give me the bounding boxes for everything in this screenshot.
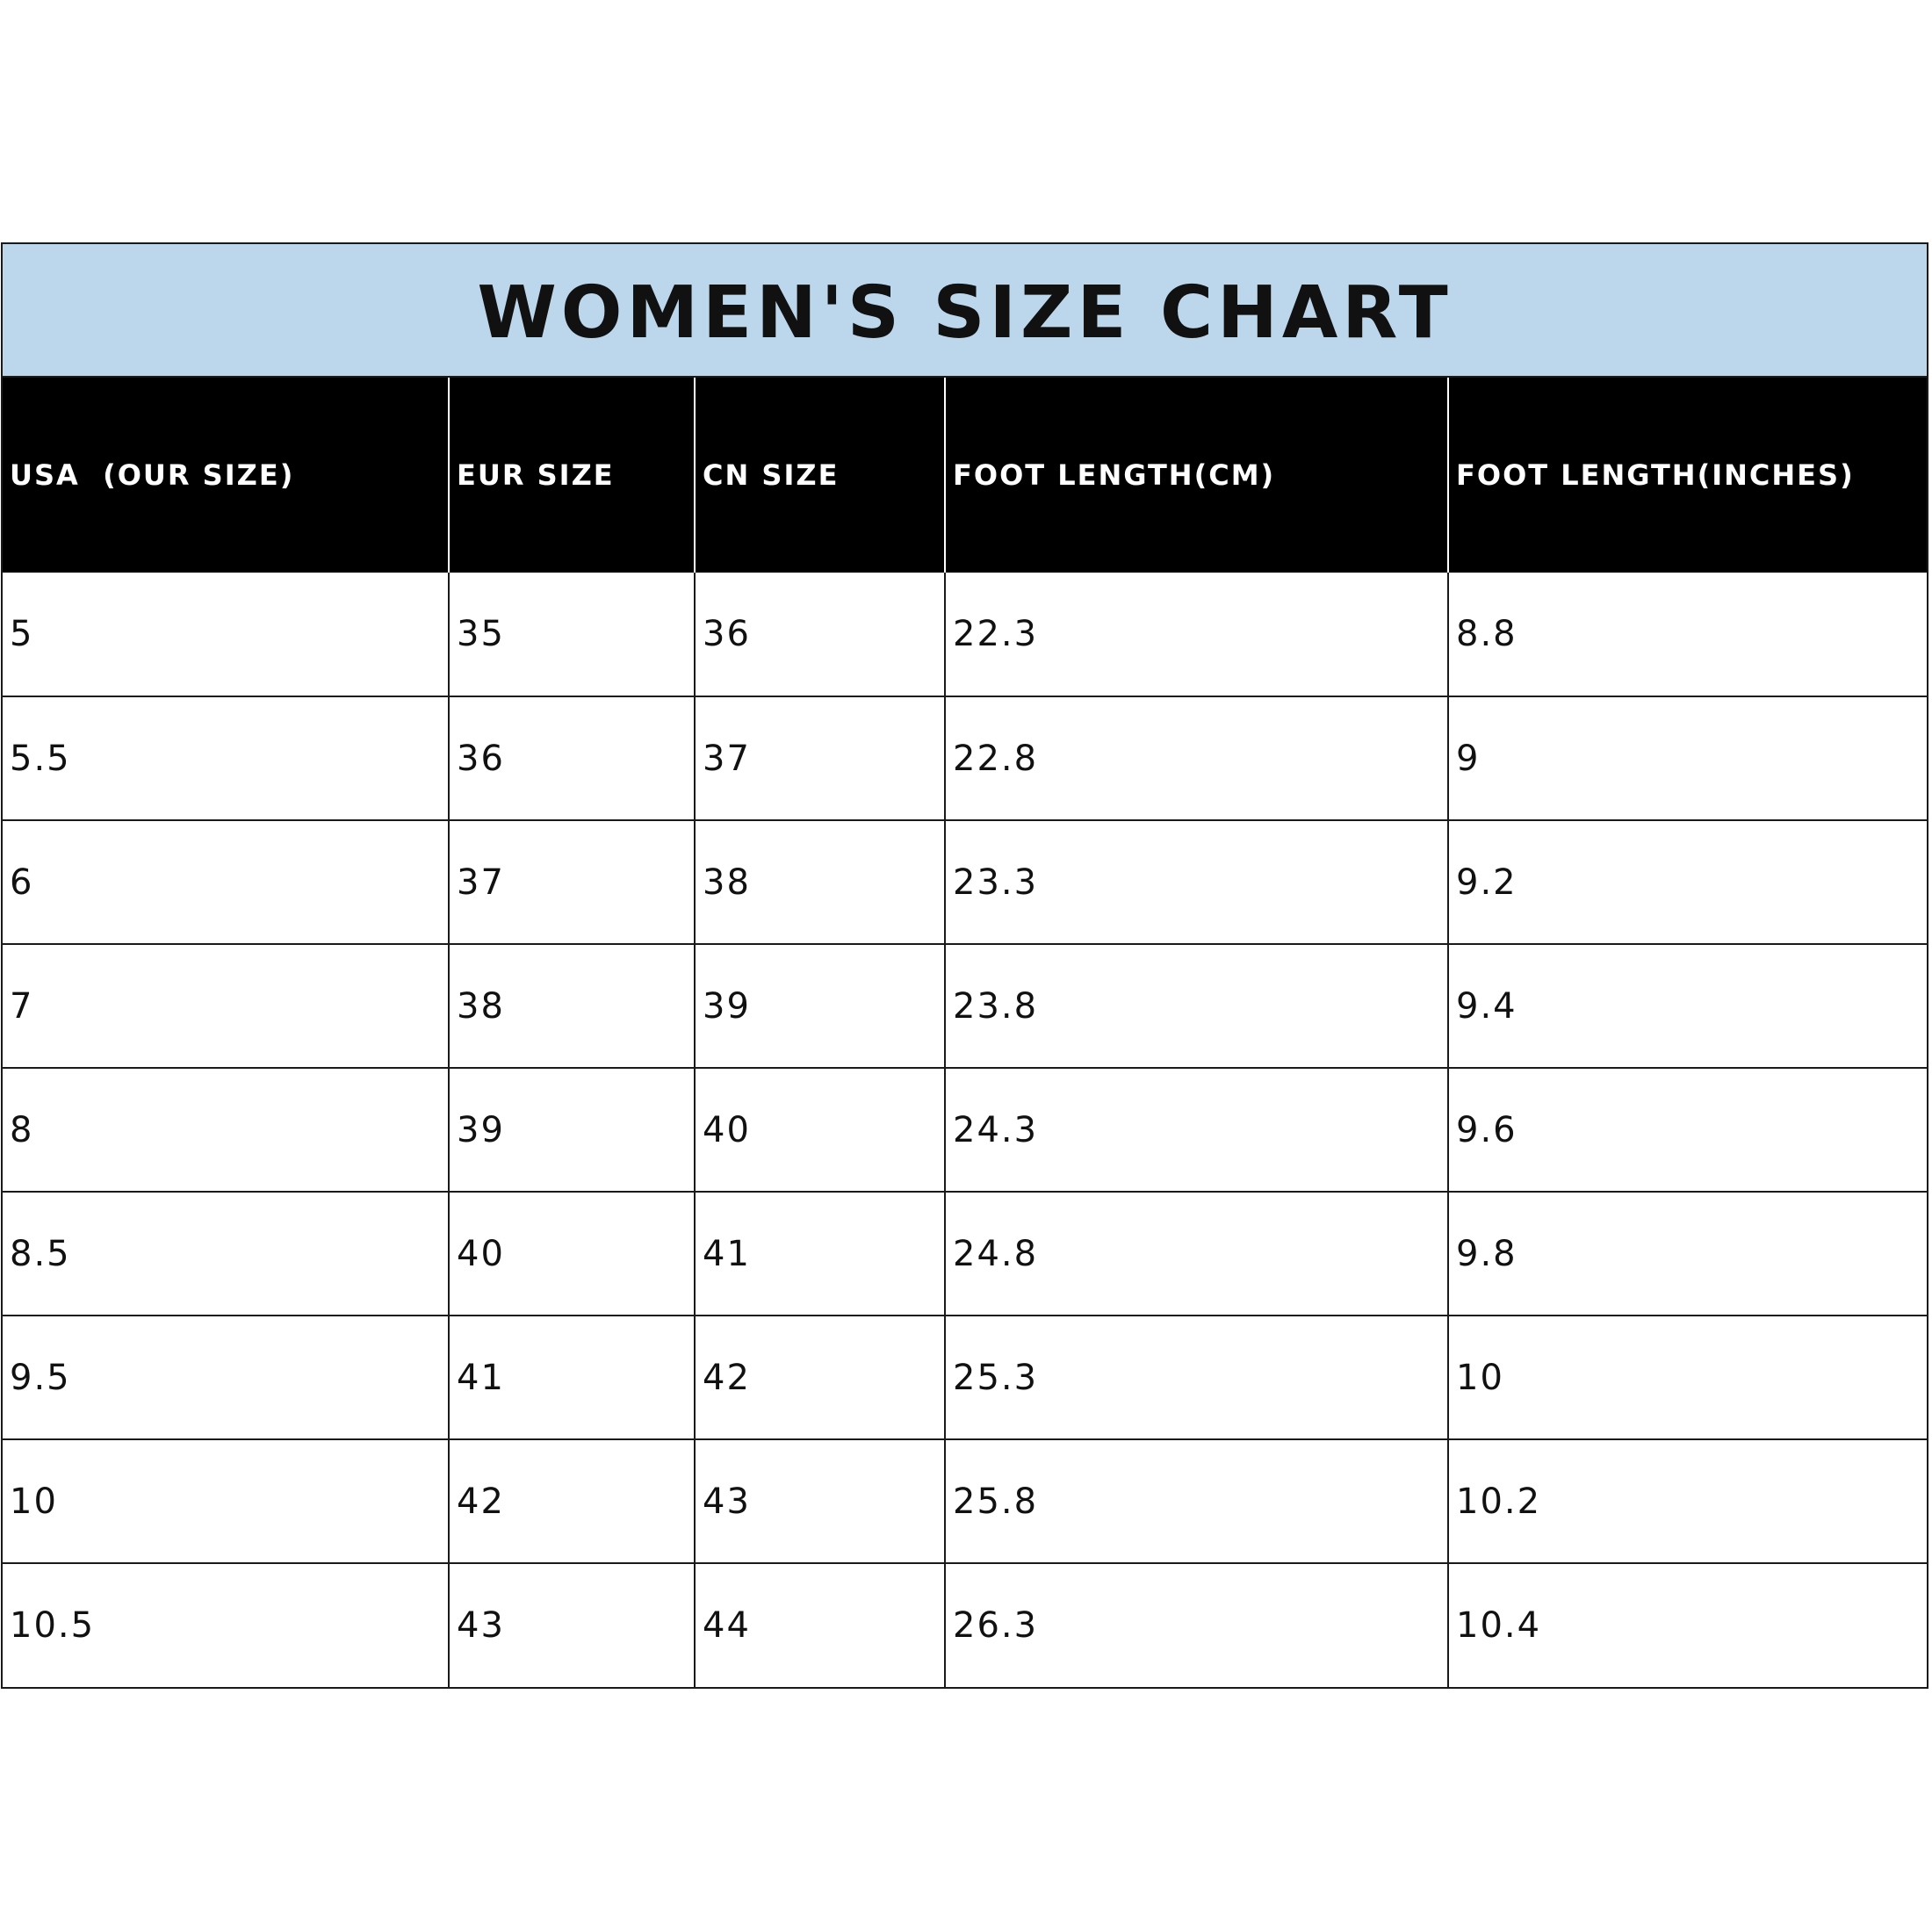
table-body (3, 573, 1927, 1687)
cn-size-cell: 42 (695, 1316, 945, 1439)
eur-size-cell: 39 (449, 1068, 695, 1192)
usa-size-cell: 5.5 (3, 696, 449, 820)
foot-length-inches-cell: 9 (1448, 696, 1927, 820)
title-bar (3, 244, 1927, 378)
usa-size-cell: 8.5 (3, 1192, 449, 1316)
cn-size-cell: 40 (695, 1068, 945, 1192)
foot-length-inches-cell: 8.8 (1448, 573, 1927, 696)
table-row (3, 1439, 1927, 1563)
table-row (3, 1563, 1927, 1687)
column-header-foot-length-inches: FOOT LENGTH(INCHES) (1448, 378, 1927, 573)
foot-length-inches-cell: 10.2 (1448, 1439, 1927, 1563)
cn-size-cell: 39 (695, 944, 945, 1068)
size-chart (1, 242, 1928, 1689)
foot-length-cm-cell: 25.8 (945, 1439, 1448, 1563)
foot-length-cm-cell: 22.8 (945, 696, 1448, 820)
foot-length-cm-cell: 23.8 (945, 944, 1448, 1068)
foot-length-cm-cell: 22.3 (945, 573, 1448, 696)
foot-length-inches-cell: 9.2 (1448, 820, 1927, 944)
size-table (3, 378, 1927, 1687)
table-row (3, 1316, 1927, 1439)
table-row (3, 820, 1927, 944)
cn-size-cell: 38 (695, 820, 945, 944)
foot-length-inches-cell: 10.4 (1448, 1563, 1927, 1687)
table-row (3, 944, 1927, 1068)
eur-size-cell: 38 (449, 944, 695, 1068)
usa-size-cell: 6 (3, 820, 449, 944)
cn-size-cell: 37 (695, 696, 945, 820)
eur-size-cell: 41 (449, 1316, 695, 1439)
eur-size-cell: 43 (449, 1563, 695, 1687)
usa-size-cell: 10.5 (3, 1563, 449, 1687)
usa-size-cell: 9.5 (3, 1316, 449, 1439)
eur-size-cell: 35 (449, 573, 695, 696)
table-row (3, 1068, 1927, 1192)
header-row (3, 378, 1927, 573)
eur-size-cell: 40 (449, 1192, 695, 1316)
column-header-eur-size: EUR SIZE (449, 378, 695, 573)
foot-length-inches-cell: 10 (1448, 1316, 1927, 1439)
usa-size-cell: 5 (3, 573, 449, 696)
foot-length-cm-cell: 26.3 (945, 1563, 1448, 1687)
usa-size-cell: 8 (3, 1068, 449, 1192)
column-header-usa-size: USA (OUR SIZE) (3, 378, 449, 573)
usa-size-cell: 7 (3, 944, 449, 1068)
eur-size-cell: 37 (449, 820, 695, 944)
eur-size-cell: 42 (449, 1439, 695, 1563)
cn-size-cell: 44 (695, 1563, 945, 1687)
foot-length-inches-cell: 9.4 (1448, 944, 1927, 1068)
foot-length-cm-cell: 25.3 (945, 1316, 1448, 1439)
foot-length-cm-cell: 24.8 (945, 1192, 1448, 1316)
eur-size-cell: 36 (449, 696, 695, 820)
foot-length-cm-cell: 24.3 (945, 1068, 1448, 1192)
table-row (3, 696, 1927, 820)
table-row (3, 573, 1927, 696)
foot-length-inches-cell: 9.6 (1448, 1068, 1927, 1192)
table-row (3, 1192, 1927, 1316)
cn-size-cell: 41 (695, 1192, 945, 1316)
cn-size-cell: 36 (695, 573, 945, 696)
foot-length-cm-cell: 23.3 (945, 820, 1448, 944)
chart-title: WOMEN'S SIZE CHART (477, 270, 1453, 355)
column-header-cn-size: CN SIZE (695, 378, 945, 573)
foot-length-inches-cell: 9.8 (1448, 1192, 1927, 1316)
cn-size-cell: 43 (695, 1439, 945, 1563)
usa-size-cell: 10 (3, 1439, 449, 1563)
column-header-foot-length-cm: FOOT LENGTH(CM) (945, 378, 1448, 573)
